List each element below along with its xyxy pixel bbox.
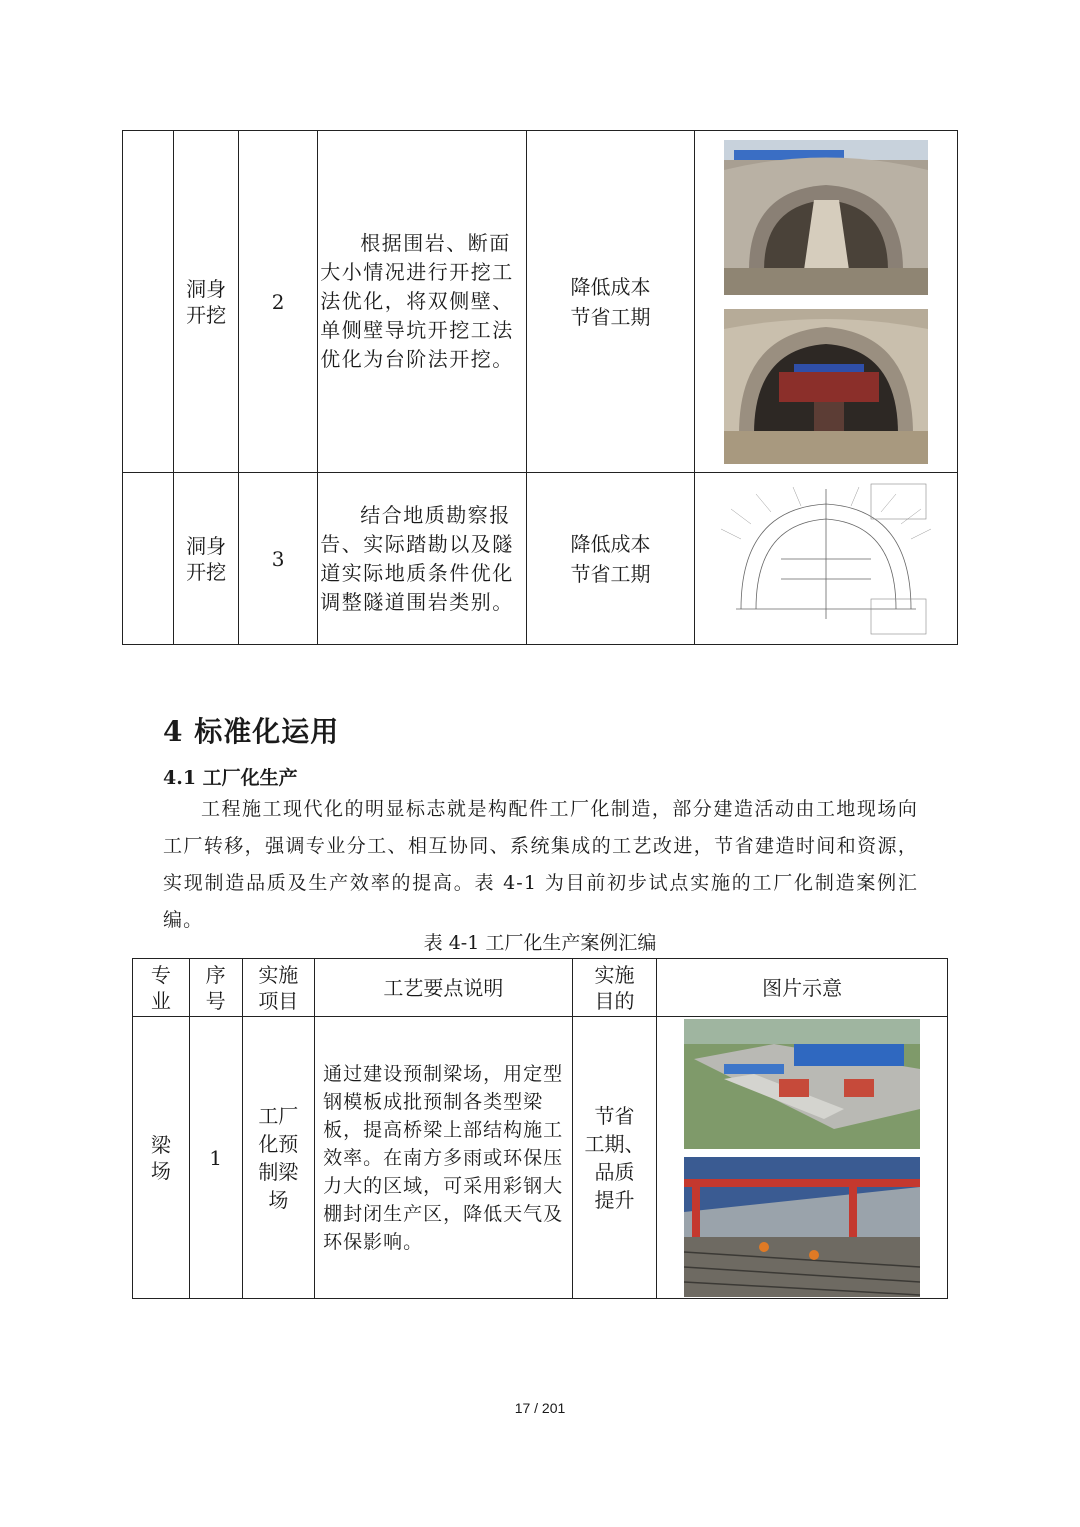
tunnel-portal-photo	[724, 140, 928, 295]
item-text: 工厂 化预 制梁 场	[258, 1103, 299, 1212]
table-row	[133, 1017, 948, 1299]
table-caption: 表 4-1 工厂化生产案例汇编	[423, 932, 657, 954]
desc-cell	[315, 1017, 573, 1299]
empty-category-cell	[123, 473, 174, 645]
purpose-cell	[572, 1017, 657, 1299]
tunnel-excavation-photo	[724, 309, 928, 464]
desc-cell	[318, 131, 527, 473]
row-number: 1	[209, 1145, 222, 1170]
major-cell	[133, 1017, 190, 1299]
table-row	[123, 131, 958, 473]
process-description: 通过建设预制梁场，用定型钢模板成批预制各类型梁板，提高桥梁上部结构施工效率。在南方多雨或环保压力大的区域，可采用彩钢大棚封闭生产区，降低天气及环保影响。	[323, 1062, 564, 1253]
image-cell	[694, 473, 957, 645]
purpose-cell	[527, 131, 694, 473]
process-description: 结合地质勘察报告、实际踏勘以及隧道实际地质条件优化调整隧道围岩类别。	[320, 502, 514, 614]
purpose-text: 降低成本 节省工期	[570, 531, 651, 586]
row-number: 2	[271, 289, 285, 314]
no-cell	[189, 1017, 242, 1299]
image-cell	[657, 1017, 948, 1299]
header-text: 工艺要点说明	[383, 975, 504, 1000]
no-cell	[239, 131, 318, 473]
header-purpose	[572, 959, 657, 1017]
header-desc	[315, 959, 573, 1017]
header-text: 序 号	[205, 962, 226, 1013]
table-row	[123, 473, 958, 645]
header-major	[133, 959, 190, 1017]
factory-production-table	[132, 958, 948, 1299]
item-label: 洞身 开挖	[186, 276, 227, 327]
header-item	[242, 959, 315, 1017]
purpose-text: 降低成本 节省工期	[570, 274, 651, 329]
header-text: 实施 项目	[258, 962, 299, 1013]
desc-cell	[318, 473, 527, 645]
item-cell	[174, 131, 239, 473]
process-description: 根据围岩、断面大小情况进行开挖工法优化，将双侧壁、单侧壁导坑开挖工法优化为台阶法开挖。	[320, 231, 514, 371]
precast-yard-aerial-photo	[684, 1019, 920, 1149]
no-cell	[239, 473, 318, 645]
purpose-text: 节省 工期、 品质 提升	[584, 1103, 645, 1212]
body-paragraph: 工程施工现代化的明显标志就是构配件工厂化制造，部分建造活动由工地现场向工厂转移，强调专业分工、相互协同、系统集成的工艺改进，节省建造时间和资源，实现制造品质及生产效率的提高。表 4-1 为目前初步试点实施的工厂化制造案例汇编。	[163, 798, 918, 931]
purpose-cell	[527, 473, 694, 645]
image-cell	[694, 131, 957, 473]
tunnel-section-drawing	[721, 479, 931, 639]
subsection-heading: 4.1 工厂化生产	[163, 767, 298, 789]
empty-category-cell	[123, 131, 174, 473]
item-label: 洞身 开挖	[186, 533, 227, 584]
item-cell	[242, 1017, 315, 1299]
section-heading: 4 标准化运用	[163, 715, 340, 748]
header-image	[657, 959, 948, 1017]
page-number: 17 / 201	[514, 1400, 566, 1416]
item-cell	[174, 473, 239, 645]
tunnel-excavation-table	[122, 130, 958, 645]
header-text: 图片示意	[762, 975, 843, 1000]
table-header-row	[133, 959, 948, 1017]
row-number: 3	[271, 546, 285, 571]
header-text: 实施 目的	[594, 962, 635, 1013]
major-text: 梁 场	[150, 1132, 171, 1183]
steel-shed-workshop-photo	[684, 1157, 920, 1297]
header-text: 专 业	[150, 962, 171, 1013]
header-no	[189, 959, 242, 1017]
